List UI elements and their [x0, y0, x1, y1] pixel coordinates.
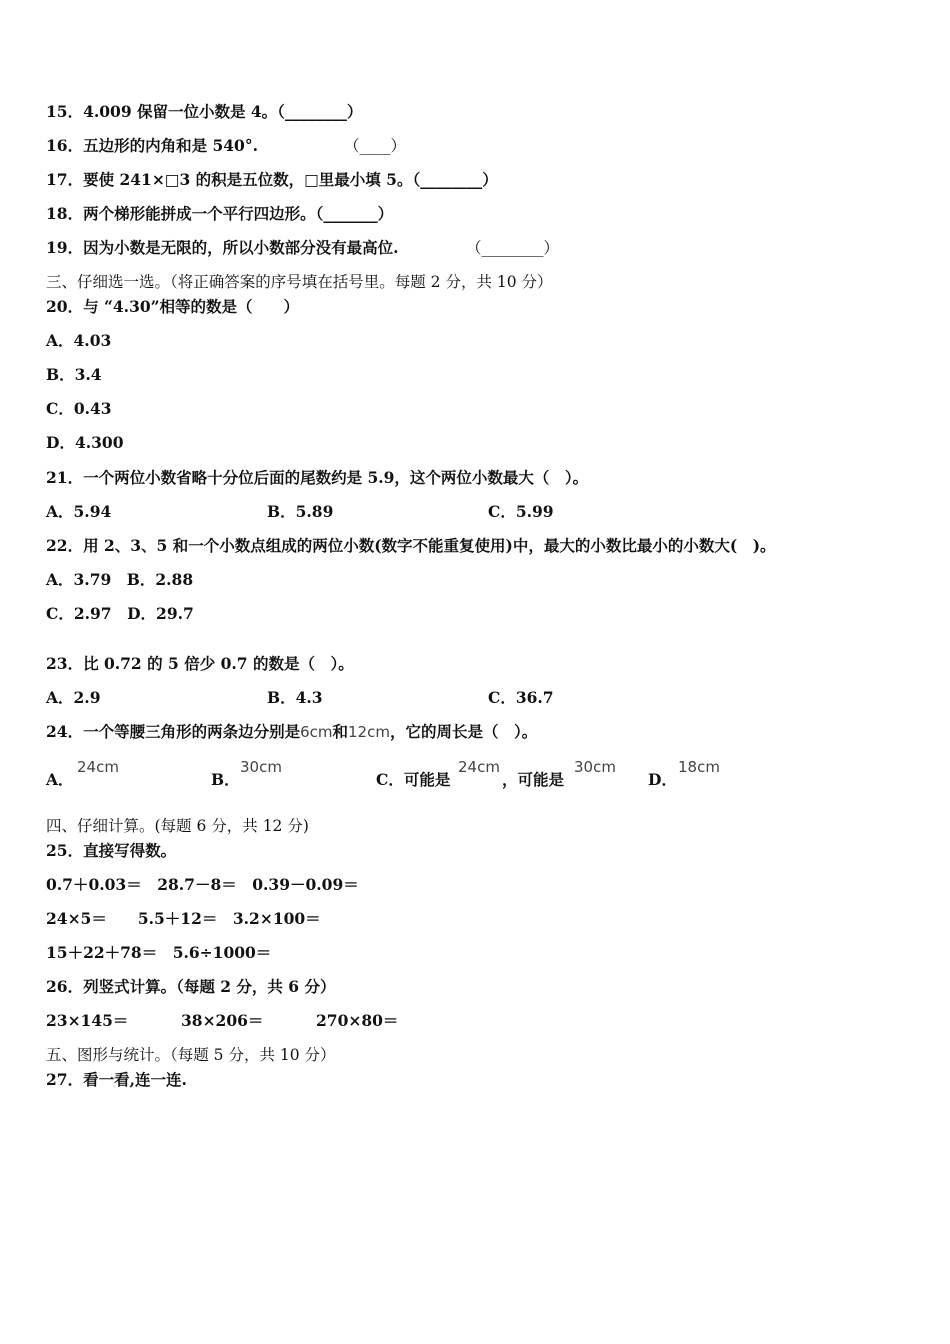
- question-21-option-c: C．5.99: [488, 502, 554, 521]
- section-4-header: 四、仔细计算。(每题 6 分，共 12 分): [46, 817, 309, 835]
- question-22: 22．用 2、3、5 和一个小数点组成的两位小数(数字不能重复使用)中，最大的小数比最小的小数大( )。: [46, 536, 776, 555]
- question-24-option-c-value-1: 24cm: [458, 758, 500, 776]
- question-18: 18．两个梯形能拼成一个平行四边形。（_______）: [46, 204, 394, 223]
- question-16-text: 16．五边形的内角和是 540°.: [46, 136, 258, 155]
- question-24-option-a-label: A．: [46, 770, 74, 789]
- question-24-side-1: 6cm: [300, 723, 333, 741]
- question-23-option-c: C．36.7: [488, 688, 554, 707]
- question-19-text: 19．因为小数是无限的，所以小数部分没有最高位.: [46, 238, 399, 257]
- calc-row-2: 24×5＝ 5.5＋12＝ 3.2×100＝: [46, 909, 321, 928]
- question-19: [46, 238, 560, 258]
- question-20-option-c: C．0.43: [46, 399, 112, 418]
- question-23: 23．比 0.72 的 5 倍少 0.7 的数是（ ）。: [46, 654, 354, 673]
- question-24-option-d-value: 18cm: [678, 758, 720, 776]
- question-21: 21．一个两位小数省略十分位后面的尾数约是 5.9，这个两位小数最大（ ）。: [46, 468, 589, 487]
- question-20-option-d: D．4.300: [46, 433, 124, 452]
- question-23-option-b: B．4.3: [267, 688, 323, 707]
- question-15: 15．4.009 保留一位小数是 4。（________）: [46, 102, 363, 121]
- question-23-option-a: A．2.9: [46, 688, 101, 707]
- question-24-pre: 24．一个等腰三角形的两条边分别是: [46, 722, 301, 741]
- question-20-option-b: B．3.4: [46, 365, 102, 384]
- question-21-option-b: B．5.89: [267, 502, 334, 521]
- question-26: 26．列竖式计算。（每题 2 分，共 6 分）: [46, 977, 336, 996]
- question-19-blank: （________）: [466, 239, 560, 257]
- question-21-option-a: A．5.94: [46, 502, 112, 521]
- question-24-option-c-mid: ，可能是: [502, 770, 565, 789]
- question-25: 25．直接写得数。: [46, 841, 177, 860]
- question-24-option-d-label: D．: [648, 770, 677, 789]
- question-20-option-a: A．4.03: [46, 331, 112, 350]
- question-16: [46, 136, 407, 156]
- question-24-post: ，它的周长是（ ）。: [389, 722, 538, 741]
- section-3-header: 三、仔细选一选。（将正确答案的序号填在括号里。每题 2 分，共 10 分）: [46, 273, 553, 291]
- calc-row-4-b: 38×206＝: [181, 1011, 264, 1030]
- calc-row-4-a: 23×145＝: [46, 1011, 129, 1030]
- calc-row-4-c: 270×80＝: [316, 1011, 399, 1030]
- question-24-side-2: 12cm: [348, 723, 390, 741]
- question-22-options-cd: C．2.97 D．29.7: [46, 604, 194, 623]
- section-5-header: 五、图形与统计。（每题 5 分，共 10 分）: [46, 1046, 336, 1064]
- question-24-option-c-value-2: 30cm: [574, 758, 616, 776]
- question-16-blank: （____）: [344, 137, 407, 155]
- calc-row-1: 0.7＋0.03＝ 28.7－8＝ 0.39－0.09＝: [46, 875, 359, 894]
- question-24-option-b-value: 30cm: [240, 758, 282, 776]
- question-22-options-ab: A．3.79 B．2.88: [46, 570, 194, 589]
- calc-row-3: 15＋22＋78＝ 5.6÷1000＝: [46, 943, 272, 962]
- question-24-options: [46, 758, 906, 794]
- question-20: 20．与 “4.30”相等的数是（ ）: [46, 297, 300, 316]
- question-24-option-c-label: C．可能是: [376, 770, 451, 789]
- question-24: [46, 722, 537, 742]
- question-24-mid: 和: [332, 722, 348, 741]
- question-27: 27．看一看,连一连.: [46, 1070, 187, 1089]
- question-24-option-a-value: 24cm: [77, 758, 119, 776]
- question-24-option-b-label: B．: [211, 770, 240, 789]
- question-17: 17．要使 241×□3 的积是五位数，□里最小填 5。（________）: [46, 170, 498, 189]
